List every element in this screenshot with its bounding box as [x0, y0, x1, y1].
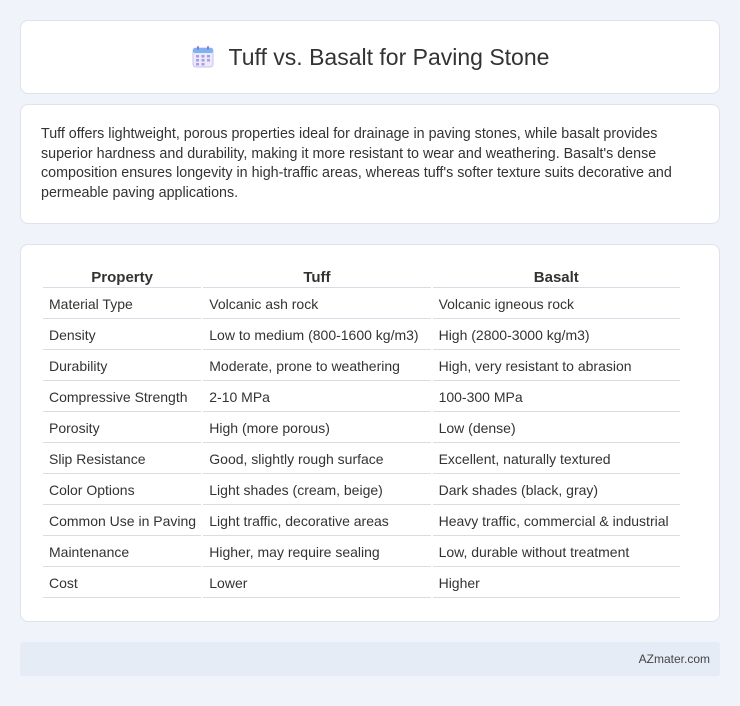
table-header-row [43, 267, 680, 288]
property-cell: Color Options [43, 474, 201, 505]
basalt-cell: Higher [433, 567, 680, 598]
property-cell: Slip Resistance [43, 443, 201, 474]
footer [20, 642, 720, 676]
table-row [43, 474, 680, 505]
basalt-cell: High, very resistant to abrasion [433, 350, 680, 381]
table-row [43, 536, 680, 567]
basalt-cell: 100-300 MPa [433, 381, 680, 412]
table-row [43, 381, 680, 412]
property-cell: Density [43, 319, 201, 350]
property-cell: Maintenance [43, 536, 201, 567]
tuff-cell: Light traffic, decorative areas [203, 505, 430, 536]
table-row [43, 567, 680, 598]
table-row [43, 505, 680, 536]
basalt-cell: Low, durable without treatment [433, 536, 680, 567]
basalt-cell: Low (dense) [433, 412, 680, 443]
property-cell: Common Use in Paving [43, 505, 201, 536]
property-cell: Porosity [43, 412, 201, 443]
tuff-cell: Lower [203, 567, 430, 598]
header-tuff: Tuff [203, 267, 430, 288]
property-cell: Material Type [43, 288, 201, 319]
basalt-cell: High (2800-3000 kg/m3) [433, 319, 680, 350]
summary-text: Tuff offers lightweight, porous properties ideal for drainage in paving stones, while basalt provides superior hardness and durability, making it more resistant to wear and weathering. Basalt's dense composition ensures longevity in high-traffic areas, whereas tuff's softer texture suits decorative and permeable paving applications. [41, 126, 672, 201]
table-row [43, 319, 680, 350]
property-cell: Compressive Strength [43, 381, 201, 412]
footer-brand[interactable]: AZmater.com [638, 652, 710, 666]
page-title: Tuff vs. Basalt for Paving Stone [228, 43, 550, 70]
table-row [43, 288, 680, 319]
calendar-icon [191, 45, 215, 69]
basalt-cell: Excellent, naturally textured [433, 443, 680, 474]
tuff-cell: Volcanic ash rock [203, 288, 430, 319]
tuff-cell: Higher, may require sealing [203, 536, 430, 567]
property-cell: Cost [43, 567, 201, 598]
tuff-cell: Good, slightly rough surface [203, 443, 430, 474]
table-row [43, 350, 680, 381]
comparison-table-card [20, 244, 720, 622]
title-card [20, 20, 720, 94]
tuff-cell: Light shades (cream, beige) [203, 474, 430, 505]
basalt-cell: Volcanic igneous rock [433, 288, 680, 319]
tuff-cell: 2-10 MPa [203, 381, 430, 412]
tuff-cell: High (more porous) [203, 412, 430, 443]
summary-card [20, 104, 720, 224]
header-basalt: Basalt [433, 267, 680, 288]
property-cell: Durability [43, 350, 201, 381]
basalt-cell: Heavy traffic, commercial & industrial [433, 505, 680, 536]
comparison-table [41, 267, 682, 598]
table-row [43, 412, 680, 443]
tuff-cell: Moderate, prone to weathering [203, 350, 430, 381]
table-row [43, 443, 680, 474]
header-property: Property [43, 267, 201, 288]
basalt-cell: Dark shades (black, gray) [433, 474, 680, 505]
tuff-cell: Low to medium (800-1600 kg/m3) [203, 319, 430, 350]
